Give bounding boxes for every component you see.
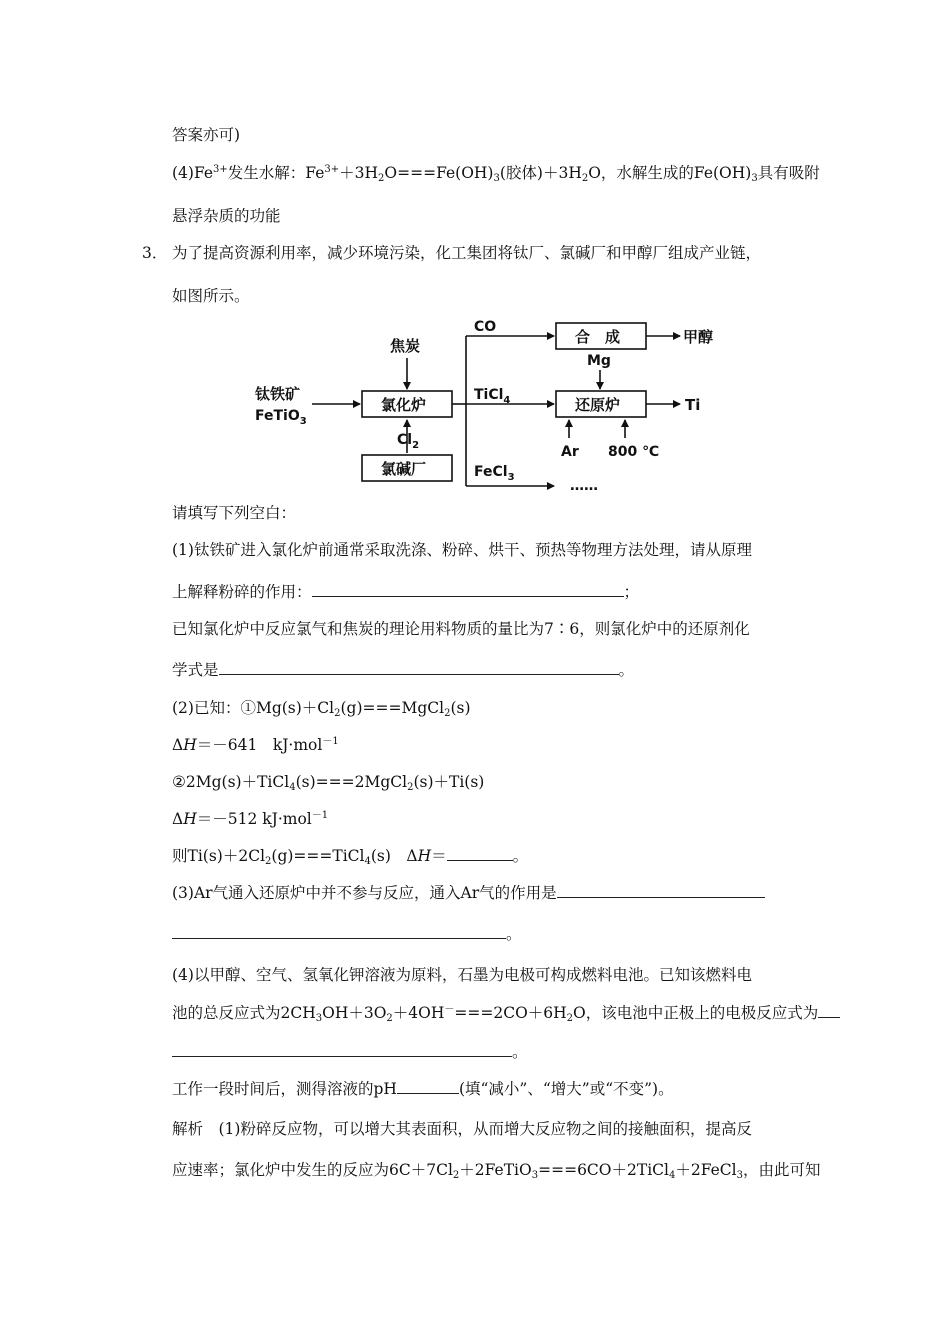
answer-blank[interactable] — [172, 924, 506, 939]
reducer-box — [556, 391, 646, 417]
part-1-line-4: 学式是 。 — [172, 661, 635, 679]
hydrolysis-line: $(4)Fe^{3+}$发生水解：$Fe^{3+}+3H_2O===Fe(OH)_3$(胶体)$+3H_2O$，水解生成的$Fe(OH)_3$具有吸附 — [172, 164, 820, 184]
analysis-line-2: 应速率；氯化炉中发生的反应为$6C+7Cl_2+2FeTiO_3===6CO+2TiCl_4+2FeCl_3$，由此可知 — [172, 1161, 821, 1181]
reducer-label: 还原炉 — [575, 396, 621, 414]
answer-blank[interactable] — [447, 846, 513, 861]
part-4-line-3: 。 — [172, 1042, 528, 1062]
answer-blank[interactable] — [219, 660, 619, 675]
coke-label: 焦炭 — [390, 337, 421, 355]
part-3-line-1: (3)Ar气通入还原炉中并不参与反应，通入Ar气的作用是 — [172, 883, 765, 903]
part-1-line-2: 上解释粉碎的作用： ； — [172, 583, 640, 601]
part-2-eq-1: (2)已知：$①Mg(s)+Cl_2(g)===MgCl_2(s)$ — [172, 699, 471, 719]
answer-blank[interactable] — [397, 1079, 459, 1094]
part-4-line-1: (4)以甲醇、空气、氢氧化钾溶液为原料，石墨为电极可构成燃料电池。已知该燃料电 — [172, 966, 752, 984]
chloralkali-label: 氯碱厂 — [381, 460, 427, 478]
methanol-label: 甲醇 — [683, 328, 714, 346]
temperature-label: 800 ℃ — [608, 444, 660, 460]
part-2-dh-2: ΔH＝－512 kJ·mol$^{-1}$ — [172, 810, 329, 828]
answer-blank[interactable] — [818, 1003, 840, 1018]
part-4-ph: 工作一段时间后，测得溶液的pH (填“减小”、“增大”或“不变”)。 — [172, 1080, 674, 1098]
ar-label: Ar — [561, 444, 579, 460]
part-2-question: 则$Ti(s)+2Cl_2(g)===TiCl_4(s)$ ΔH＝ 。 — [172, 847, 529, 867]
co-label: CO — [474, 319, 497, 335]
part-1-line-3: 已知氯化炉中反应氯气和焦炭的理论用料物质的量比为7∶6，则氯化炉中的还原剂化 — [172, 620, 750, 638]
fecl3-label: FeCl$_3$ — [474, 464, 515, 483]
part-3-line-2: 。 — [172, 924, 522, 944]
hydrolysis-line-2: 悬浮杂质的功能 — [172, 207, 281, 225]
fill-instruction: 请填写下列空白： — [172, 504, 297, 522]
ti-label: Ti — [685, 396, 701, 414]
chlorinator-label: 氯化炉 — [381, 396, 427, 414]
analysis-line-1: 解析 (1)粉碎反应物，可以增大其表面积，从而增大反应物之间的接触面积，提高反 — [172, 1120, 752, 1138]
chloralkali-box — [362, 455, 452, 481]
answer-blank[interactable] — [172, 1042, 512, 1057]
chlorinator-box — [362, 391, 452, 417]
part-2-eq-2: ②2Mg(s)＋TiCl$_4$(s)===2MgCl$_2$(s)＋Ti(s) — [172, 773, 485, 793]
synthesis-box — [556, 323, 646, 349]
answer-continuation: 答案亦可) — [172, 126, 241, 144]
answer-blank[interactable] — [557, 883, 765, 898]
part-4-line-2: 池的总反应式为$2CH_3OH+3O_2+4OH^-===2CO+6H_2O$，该电池中正极上的电极反应式为 — [172, 1003, 840, 1023]
ore-formula: FeTiO$_3$ — [255, 408, 307, 427]
ticl4-label: TiCl$_4$ — [474, 387, 511, 406]
question-3-number: 3． — [142, 244, 168, 262]
question-3-text-2: 如图所示。 — [172, 287, 250, 305]
part-2-dh-1: ΔH＝－641 kJ·mol$^{-1}$ — [172, 736, 339, 754]
ore-label: 钛铁矿 — [255, 385, 301, 403]
ellipsis-label: …… — [570, 478, 598, 494]
cl2-label: $Cl_2$ — [397, 432, 420, 451]
part-1-line-1: (1)钛铁矿进入氯化炉前通常采取洗涤、粉碎、烘干、预热等物理方法处理，请从原理 — [172, 541, 752, 559]
mg-label: Mg — [587, 353, 611, 369]
question-3-text: 为了提高资源利用率，减少环境污染，化工集团将钛厂、氯碱厂和甲醇厂组成产业链， — [172, 244, 762, 262]
synthesis-label: 合 成 — [575, 328, 621, 346]
answer-blank[interactable] — [312, 582, 624, 597]
